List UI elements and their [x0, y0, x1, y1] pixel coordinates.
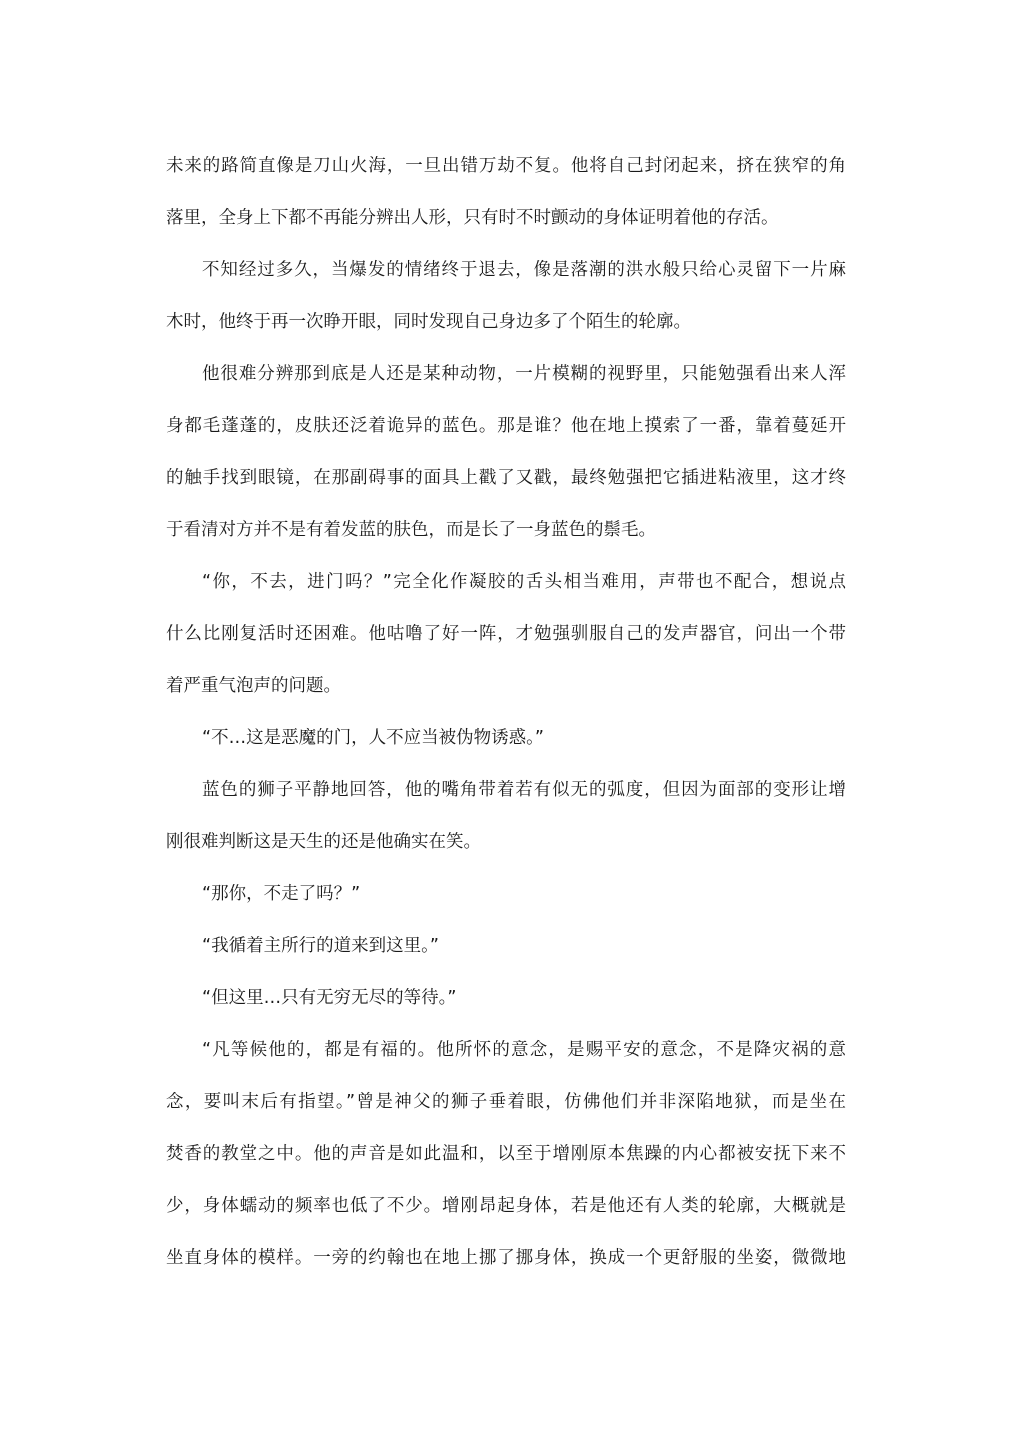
text-line: 不知经过多久，当爆发的情绪终于退去，像是落潮的洪水般只给心灵留下一片麻 — [202, 260, 846, 280]
text-line: 刚很难判断这是天生的还是他确实在笑。 — [166, 832, 481, 852]
text-line: 坐直身体的模样。一旁的约翰也在地上挪了挪身体，换成一个更舒服的坐姿，微微地 — [166, 1248, 846, 1268]
text-line: 少，身体蠕动的频率也低了不少。增刚昂起身体，若是他还有人类的轮廓，大概就是 — [166, 1196, 846, 1216]
text-line: “不…这是恶魔的门，人不应当被伪物诱惑。” — [202, 728, 544, 748]
text-line: “那你，不走了吗？” — [202, 884, 361, 904]
text-line: “你，不去，进门吗？”完全化作凝胶的舌头相当难用，声带也不配合，想说点 — [202, 572, 846, 592]
text-line: 未来的路简直像是刀山火海，一旦出错万劫不复。他将自己封闭起来，挤在狭窄的角 — [166, 156, 846, 176]
text-line: 念，要叫末后有指望。”曾是神父的狮子垂着眼，仿佛他们并非深陷地狱，而是坐在 — [166, 1092, 846, 1112]
text-line: 着严重气泡声的问题。 — [166, 676, 341, 696]
text-line: 木时，他终于再一次睁开眼，同时发现自己身边多了个陌生的轮廓。 — [166, 312, 691, 332]
text-line: 蓝色的狮子平静地回答，他的嘴角带着若有似无的弧度，但因为面部的变形让增 — [202, 780, 846, 800]
text-line: 落里，全身上下都不再能分辨出人形，只有时不时颤动的身体证明着他的存活。 — [166, 208, 779, 228]
text-line: “但这里…只有无穷无尽的等待。” — [202, 988, 457, 1008]
text-line: 身都毛蓬蓬的，皮肤还泛着诡异的蓝色。那是谁？他在地上摸索了一番，靠着蔓延开 — [166, 416, 846, 436]
text-line: 的触手找到眼镜，在那副碍事的面具上戳了又戳，最终勉强把它插进粘液里，这才终 — [166, 468, 846, 488]
text-line: 他很难分辨那到底是人还是某种动物，一片模糊的视野里，只能勉强看出来人浑 — [202, 364, 846, 384]
text-line: “凡等候他的，都是有福的。他所怀的意念，是赐平安的意念，不是降灾祸的意 — [202, 1040, 846, 1060]
text-line: “我循着主所行的道来到这里。” — [202, 936, 439, 956]
text-line: 焚香的教堂之中。他的声音是如此温和，以至于增刚原本焦躁的内心都被安抚下来不 — [166, 1144, 846, 1164]
document-page — [166, 140, 846, 1284]
text-line: 于看清对方并不是有着发蓝的肤色，而是长了一身蓝色的鬃毛。 — [166, 520, 656, 540]
text-line: 什么比刚复活时还困难。他咕噜了好一阵，才勉强驯服自己的发声器官，问出一个带 — [166, 624, 846, 644]
